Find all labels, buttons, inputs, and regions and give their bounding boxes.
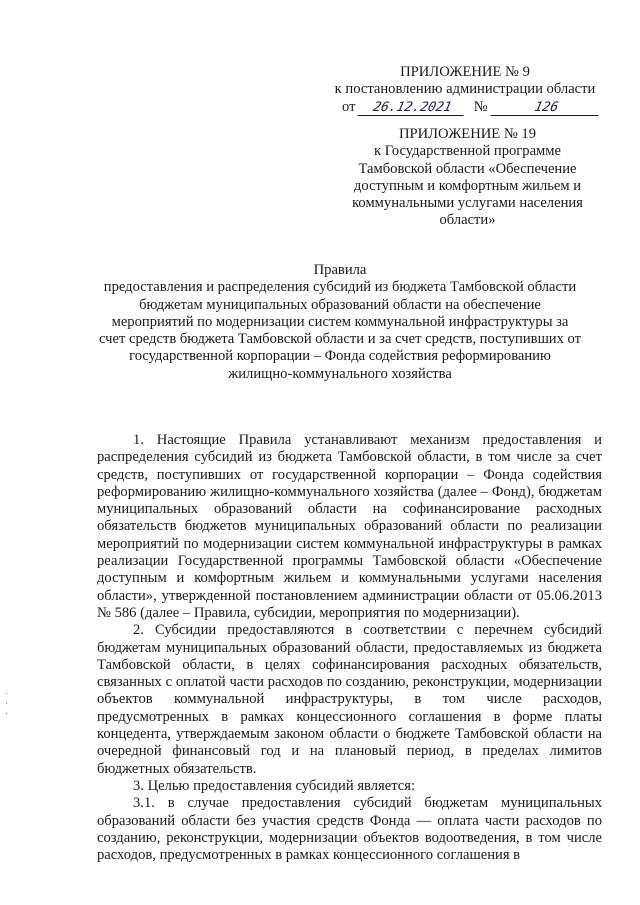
annex-19-header — [335, 126, 600, 230]
annex-19-line: области» — [439, 212, 496, 229]
rules-heading: Правила — [313, 262, 367, 278]
handwritten-date: 26.12.2021 — [358, 101, 468, 116]
rules-title-line: мероприятий по модернизации систем коммунальной инфраструктуры за — [111, 313, 569, 330]
annex-19-line: коммунальными услугами населения — [352, 195, 583, 212]
annex-19-title: ПРИЛОЖЕНИЕ № 19 — [398, 126, 537, 142]
rules-title-line: бюджетам муниципальных образований области на обеспечение — [139, 296, 541, 313]
annex-9-title: ПРИЛОЖЕНИЕ № 9 — [400, 64, 530, 80]
document-body — [97, 432, 602, 864]
handwritten-number: 126 — [490, 101, 601, 116]
annex-9-subtitle: к постановлению администрации области — [334, 81, 596, 98]
paragraph-3-1: 3.1. в случае предоставления субсидий бюджетам муниципальных образований области без участия средств Фонда — оплата части расходов по созданию, реконструкции, модернизации объектов водоотведения, в том числе расходов, предусмотренных в рамках концессионного соглашения в — [97, 795, 602, 864]
annex-19-line: доступным и комфортным жильем и — [353, 177, 582, 194]
annex-19-line: к Государственной программе — [373, 143, 562, 160]
rules-title-line: предоставления и распределения субсидий из бюджета Тамбовской области — [103, 279, 577, 296]
paragraph-3: 3. Целью предоставления субсидий является: — [133, 777, 416, 794]
annex-9-signature-line — [342, 99, 600, 116]
rules-title-line: государственной корпорации – Фонда содействия реформированию — [129, 348, 551, 365]
paragraph-2: 2. Субсидии предоставляются в соответствии с перечнем субсидий бюджетам муниципальных образований области, предоставляемых из бюджета Тамбовской области, в целях софинансирования расходных обязательств, связанных с оплатой части расходов по созданию, реконструкции, модернизации объектов коммунальной инфраструктуры, в том числе расходов, предусмотренных в рамках концессионного соглашения в форме платы концедента, утверждаемым законом области о бюджете Тамбовской области на очередной финансовый год и на плановый период, в пределах лимитов бюджетных обязательств. — [97, 622, 602, 777]
from-label: от — [342, 98, 356, 115]
annex-19-line: Тамбовской области «Обеспечение — [358, 160, 577, 177]
paragraph-1: 1. Настоящие Правила устанавливают механизм предоставления и распределения субсидий из бюджета Тамбовской области, в том числе за счет средств, поступивших от государственной корпорации – Фонда содействия реформированию жилищно-коммунального хозяйства (далее – Фонд), бюджетам муниципальных образований области на софинансирование расходных обязательств бюджетов муниципальных образований области по реализации мероприятий по модернизации систем коммунальной инфраструктуры в рамках реализации Государственной программы Тамбовской области «Обеспечение доступным и комфортным жильем и коммунальными услугами населения области», утвержденной постановлением администрации области от 05.06.2013 № 586 (далее – Правила, субсидии, мероприятия по модернизации). — [97, 432, 602, 621]
rules-title-line: счет средств бюджета Тамбовской области и за счет средств, поступивших от — [98, 331, 582, 348]
rules-title-line: жилищно-коммунального хозяйства — [228, 365, 452, 382]
rules-title — [60, 262, 620, 383]
annex-9-header — [330, 64, 600, 116]
margin-scan-mark: · · · — [5, 689, 9, 720]
number-label: № — [473, 98, 488, 115]
